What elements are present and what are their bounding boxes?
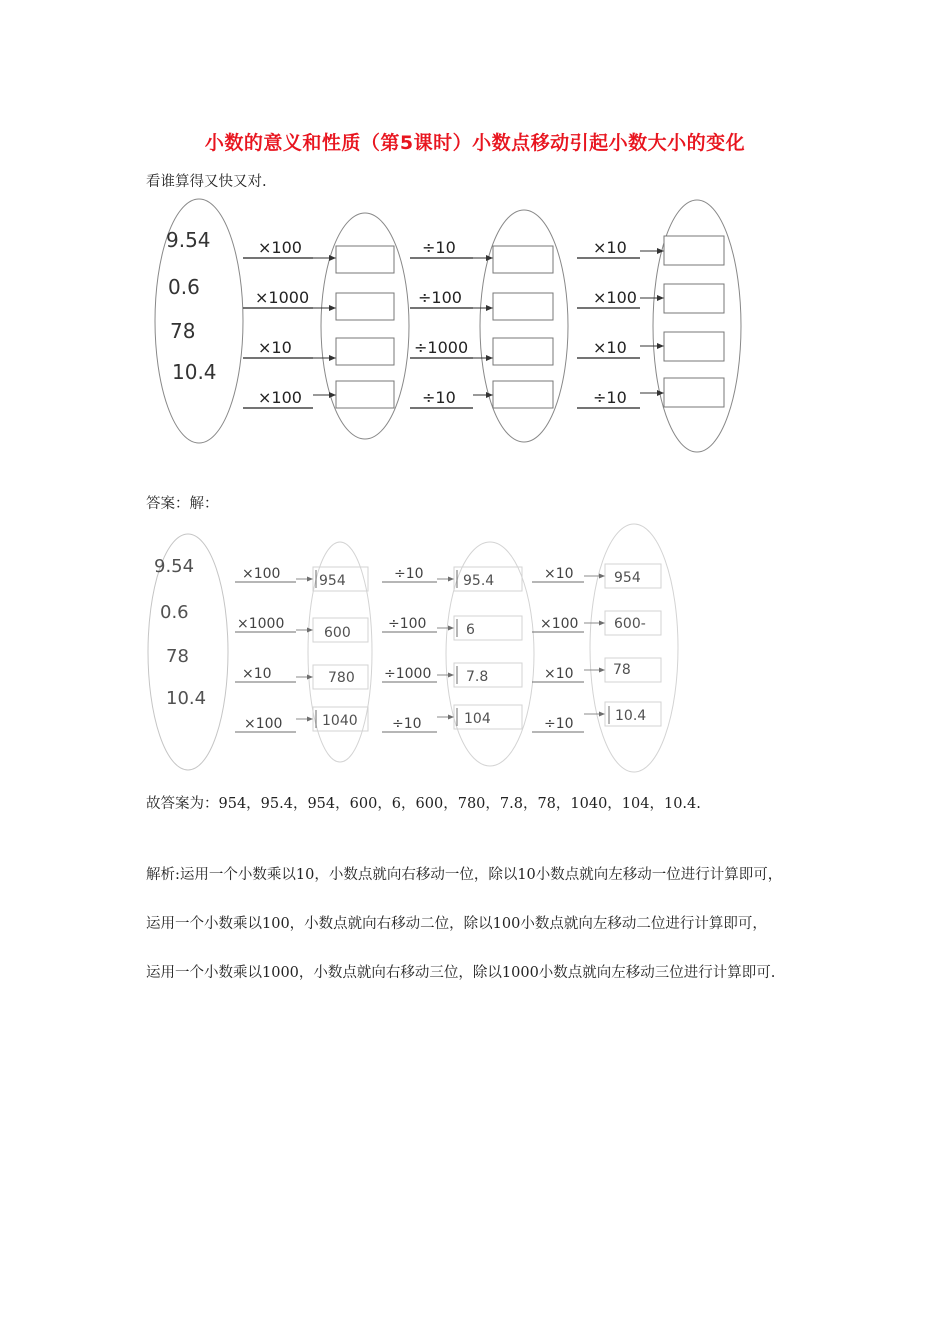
operator-label: ÷100 xyxy=(388,616,427,632)
answer-box[interactable] xyxy=(336,293,394,320)
answer-box[interactable] xyxy=(664,236,724,265)
input-number: 9.54 xyxy=(166,228,211,252)
operation-row xyxy=(243,288,394,320)
operation-row xyxy=(243,338,394,365)
problem-diagram xyxy=(0,195,950,455)
answer-box[interactable] xyxy=(493,338,553,365)
operation-row xyxy=(410,238,553,273)
result-value: 10.4 xyxy=(615,708,647,724)
operator-label: ÷10 xyxy=(394,566,424,582)
operator-label: ×100 xyxy=(593,288,637,307)
input-number: 0.6 xyxy=(160,602,189,623)
answer-box[interactable] xyxy=(664,284,724,313)
input-number: 78 xyxy=(166,646,189,667)
input-number: 78 xyxy=(170,319,196,343)
answer-box[interactable] xyxy=(493,381,553,408)
answer-row xyxy=(235,665,368,689)
operator-label: ×1000 xyxy=(237,616,285,632)
operator-label: ×100 xyxy=(244,716,283,732)
result-value: 600- xyxy=(614,616,646,632)
operation-row xyxy=(577,284,724,313)
operator-label: ×10 xyxy=(544,566,574,582)
operator-label: ×10 xyxy=(593,338,627,357)
analysis-paragraph: 运用一个小数乘以100，小数点就向右移动二位，除以100小数点就向左移动二位进行计算即可， xyxy=(146,916,767,932)
operator-label: ×1000 xyxy=(255,288,310,307)
operator-label: ÷1000 xyxy=(414,338,469,357)
input-number: 9.54 xyxy=(154,556,195,577)
answer-row xyxy=(382,566,522,591)
operator-label: ×10 xyxy=(258,338,292,357)
result-value: 954 xyxy=(614,570,641,586)
result-value: 95.4 xyxy=(463,573,495,589)
operator-label: ×100 xyxy=(258,388,302,407)
input-number: 0.6 xyxy=(168,275,200,299)
operator-label: ×100 xyxy=(258,238,302,257)
answer-row xyxy=(532,702,661,732)
page-title: 小数的意义和性质（第5课时）小数点移动引起小数大小的变化 xyxy=(204,132,746,154)
operator-label: ÷100 xyxy=(418,288,462,307)
answer-box[interactable] xyxy=(493,246,553,273)
operator-label: ×10 xyxy=(242,666,272,682)
result-value: 6 xyxy=(466,622,475,638)
operator-label: ÷10 xyxy=(593,388,627,407)
operator-label: ÷10 xyxy=(422,238,456,257)
answer-box[interactable] xyxy=(336,381,394,408)
answer-row xyxy=(235,707,368,732)
operation-row xyxy=(410,381,553,408)
result-value: 780 xyxy=(328,670,355,686)
answer-row xyxy=(532,611,661,635)
result-value: 954 xyxy=(319,573,346,589)
instruction: 看谁算得又快又对. xyxy=(146,174,267,190)
answer-row xyxy=(382,663,522,687)
answer-row xyxy=(235,616,368,642)
answer-label: 答案：解： xyxy=(146,496,219,512)
operation-row xyxy=(577,236,724,265)
operator-label: ×100 xyxy=(242,566,281,582)
operator-label: ÷10 xyxy=(544,716,574,732)
answer-box[interactable] xyxy=(664,378,724,407)
result-value: 104 xyxy=(464,711,491,727)
answer-box[interactable] xyxy=(664,332,724,361)
operator-label: ÷10 xyxy=(392,716,422,732)
result-value: 1040 xyxy=(322,713,358,729)
input-number: 10.4 xyxy=(172,360,217,384)
analysis-paragraph: 解析:运用一个小数乘以10，小数点就向右移动一位，除以10小数点就向左移动一位进行计算即可， xyxy=(146,867,783,883)
answer-box[interactable] xyxy=(493,293,553,320)
result-value: 600 xyxy=(324,625,351,641)
operator-label: ×10 xyxy=(593,238,627,257)
final-answer: 故答案为：954，95.4，954，600，6，600，780，7.8，78，1040，104，10.4. xyxy=(146,796,701,812)
answer-box[interactable] xyxy=(336,246,394,273)
operator-label: ×10 xyxy=(544,666,574,682)
operation-row xyxy=(577,378,724,408)
operation-row xyxy=(243,238,394,273)
answer-row xyxy=(235,566,368,591)
operation-row xyxy=(243,381,394,408)
input-number: 10.4 xyxy=(166,688,207,709)
answer-box[interactable] xyxy=(336,338,394,365)
operator-label: ÷1000 xyxy=(384,666,432,682)
result-value: 7.8 xyxy=(466,669,489,685)
analysis-paragraph: 运用一个小数乘以1000，小数点就向右移动三位，除以1000小数点就向左移动三位进行计算即可. xyxy=(146,965,776,981)
answer-row xyxy=(382,616,522,640)
operator-label: ×100 xyxy=(540,616,579,632)
operator-label: ÷10 xyxy=(422,388,456,407)
result-value: 78 xyxy=(613,662,631,678)
operation-row xyxy=(577,332,724,361)
result-oval-3 xyxy=(590,524,678,772)
answer-row xyxy=(532,658,661,682)
answer-diagram xyxy=(0,522,950,777)
